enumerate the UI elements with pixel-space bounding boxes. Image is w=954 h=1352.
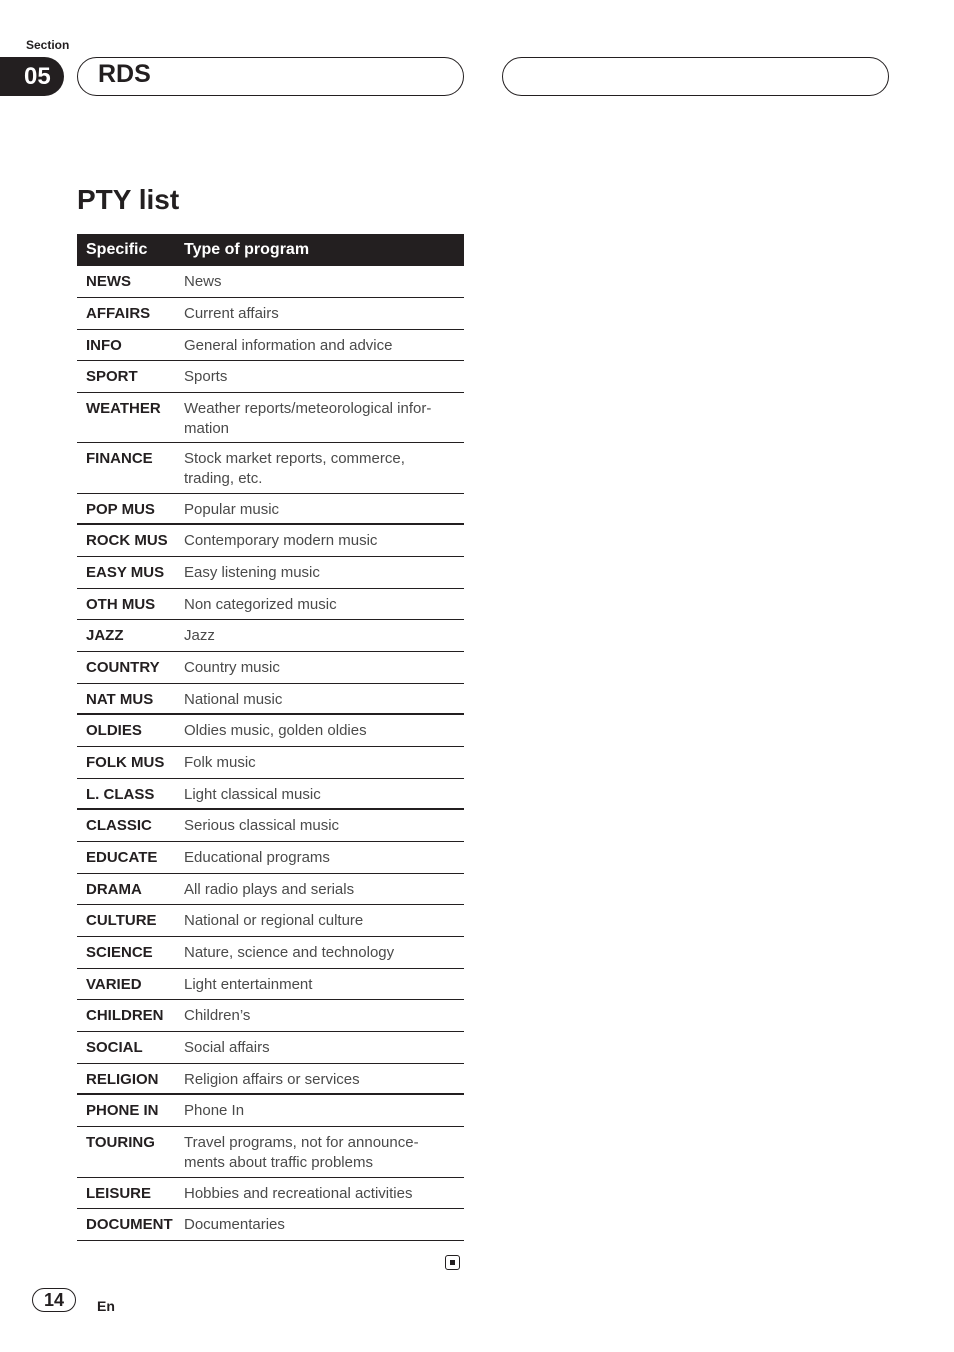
pty-code: VARIED bbox=[86, 976, 142, 993]
pty-table bbox=[77, 234, 464, 1241]
pty-description: Jazz bbox=[184, 627, 215, 644]
pty-code: TOURING bbox=[86, 1134, 155, 1151]
pty-code: INFO bbox=[86, 337, 122, 354]
pty-row bbox=[77, 1064, 464, 1095]
pty-row bbox=[77, 652, 464, 684]
section-title-pill bbox=[77, 57, 464, 96]
pty-description: Stock market reports, commerce, trading, etc. bbox=[184, 450, 405, 487]
pty-code: ROCK MUS bbox=[86, 532, 168, 549]
pty-description: All radio plays and serials bbox=[184, 881, 355, 898]
pty-code: RELIGION bbox=[86, 1071, 159, 1088]
language-label: En bbox=[97, 1298, 115, 1314]
right-title-pill bbox=[502, 57, 889, 96]
pty-row bbox=[77, 810, 464, 842]
pty-row bbox=[77, 525, 464, 557]
pty-description: Folk music bbox=[184, 754, 256, 771]
pty-row bbox=[77, 557, 464, 589]
pty-row bbox=[77, 620, 464, 652]
pty-code: SCIENCE bbox=[86, 944, 153, 961]
pty-code: PHONE IN bbox=[86, 1102, 159, 1119]
pty-description: Easy listening music bbox=[184, 564, 320, 581]
pty-description: National music bbox=[184, 691, 283, 708]
pty-code: FOLK MUS bbox=[86, 754, 165, 771]
pty-code: DRAMA bbox=[86, 881, 142, 898]
pty-code: AFFAIRS bbox=[86, 305, 151, 322]
pty-row bbox=[77, 298, 464, 330]
pty-code: JAZZ bbox=[86, 627, 124, 644]
pty-row bbox=[77, 443, 464, 494]
pty-code: OTH MUS bbox=[86, 596, 156, 613]
pty-description: Serious classical music bbox=[184, 817, 340, 834]
pty-row bbox=[77, 1000, 464, 1032]
pty-table-body bbox=[77, 266, 464, 1241]
section-title: RDS bbox=[98, 60, 151, 88]
pty-row bbox=[77, 1095, 464, 1127]
pty-row bbox=[77, 842, 464, 874]
column-header-specific: Specific bbox=[86, 241, 148, 258]
pty-code: SOCIAL bbox=[86, 1039, 143, 1056]
pty-description: Documentaries bbox=[184, 1216, 285, 1233]
pty-row bbox=[77, 393, 464, 443]
end-of-section-icon bbox=[445, 1255, 460, 1270]
pty-description: News bbox=[184, 273, 222, 290]
pty-code: COUNTRY bbox=[86, 659, 160, 676]
pty-row bbox=[77, 266, 464, 298]
pty-description: Nature, science and technology bbox=[184, 944, 395, 961]
pty-row bbox=[77, 684, 464, 715]
pty-list-heading: PTY list bbox=[77, 184, 180, 215]
pty-description: Educational programs bbox=[184, 849, 330, 866]
pty-row bbox=[77, 715, 464, 747]
pty-description: Light entertainment bbox=[184, 976, 313, 993]
pty-row bbox=[77, 1178, 464, 1209]
pty-description: National or regional culture bbox=[184, 912, 364, 929]
pty-row bbox=[77, 589, 464, 620]
pty-description: Country music bbox=[184, 659, 280, 676]
pty-code: SPORT bbox=[86, 368, 138, 385]
pty-code: NAT MUS bbox=[86, 691, 154, 708]
pty-table-header bbox=[77, 234, 464, 266]
pty-row bbox=[77, 779, 464, 810]
pty-description: Sports bbox=[184, 368, 228, 385]
pty-row bbox=[77, 361, 464, 393]
pty-description: Oldies music, golden oldies bbox=[184, 722, 367, 739]
pty-description: Phone In bbox=[184, 1102, 245, 1119]
pty-description: Light classical music bbox=[184, 786, 321, 803]
pty-code: WEATHER bbox=[86, 400, 161, 417]
pty-description: Children’s bbox=[184, 1007, 251, 1024]
pty-row bbox=[77, 330, 464, 361]
pty-row bbox=[77, 1127, 464, 1178]
pty-code: LEISURE bbox=[86, 1185, 152, 1202]
pty-description: Hobbies and recreational activities bbox=[184, 1185, 413, 1202]
section-label: Section bbox=[26, 38, 70, 52]
pty-code: FINANCE bbox=[86, 450, 153, 467]
pty-row bbox=[77, 1209, 464, 1241]
pty-description: Current affairs bbox=[184, 305, 279, 322]
pty-code: OLDIES bbox=[86, 722, 142, 739]
pty-description: Travel programs, not for announce- ments about traffic problems bbox=[184, 1134, 419, 1171]
pty-description: Religion affairs or services bbox=[184, 1071, 360, 1088]
pty-row bbox=[77, 747, 464, 779]
pty-description: Weather reports/meteorological infor- mation bbox=[184, 400, 432, 437]
pty-description: General information and advice bbox=[184, 337, 393, 354]
pty-row bbox=[77, 1032, 464, 1064]
pty-row bbox=[77, 969, 464, 1000]
section-number-badge: 05 bbox=[0, 57, 64, 96]
pty-code: DOCUMENT bbox=[86, 1216, 173, 1233]
pty-code: POP MUS bbox=[86, 501, 155, 518]
pty-code: CULTURE bbox=[86, 912, 157, 929]
pty-code: EDUCATE bbox=[86, 849, 158, 866]
column-header-type: Type of program bbox=[184, 241, 310, 258]
pty-row bbox=[77, 494, 464, 525]
pty-code: CHILDREN bbox=[86, 1007, 164, 1024]
page-number: 14 bbox=[32, 1288, 76, 1312]
pty-row bbox=[77, 905, 464, 937]
pty-description: Popular music bbox=[184, 501, 280, 518]
pty-description: Non categorized music bbox=[184, 596, 337, 613]
pty-code: NEWS bbox=[86, 273, 131, 290]
pty-row bbox=[77, 874, 464, 905]
pty-code: CLASSIC bbox=[86, 817, 152, 834]
pty-description: Contemporary modern music bbox=[184, 532, 378, 549]
pty-code: EASY MUS bbox=[86, 564, 165, 581]
pty-description: Social affairs bbox=[184, 1039, 270, 1056]
pty-code: L. CLASS bbox=[86, 786, 155, 803]
pty-row bbox=[77, 937, 464, 969]
